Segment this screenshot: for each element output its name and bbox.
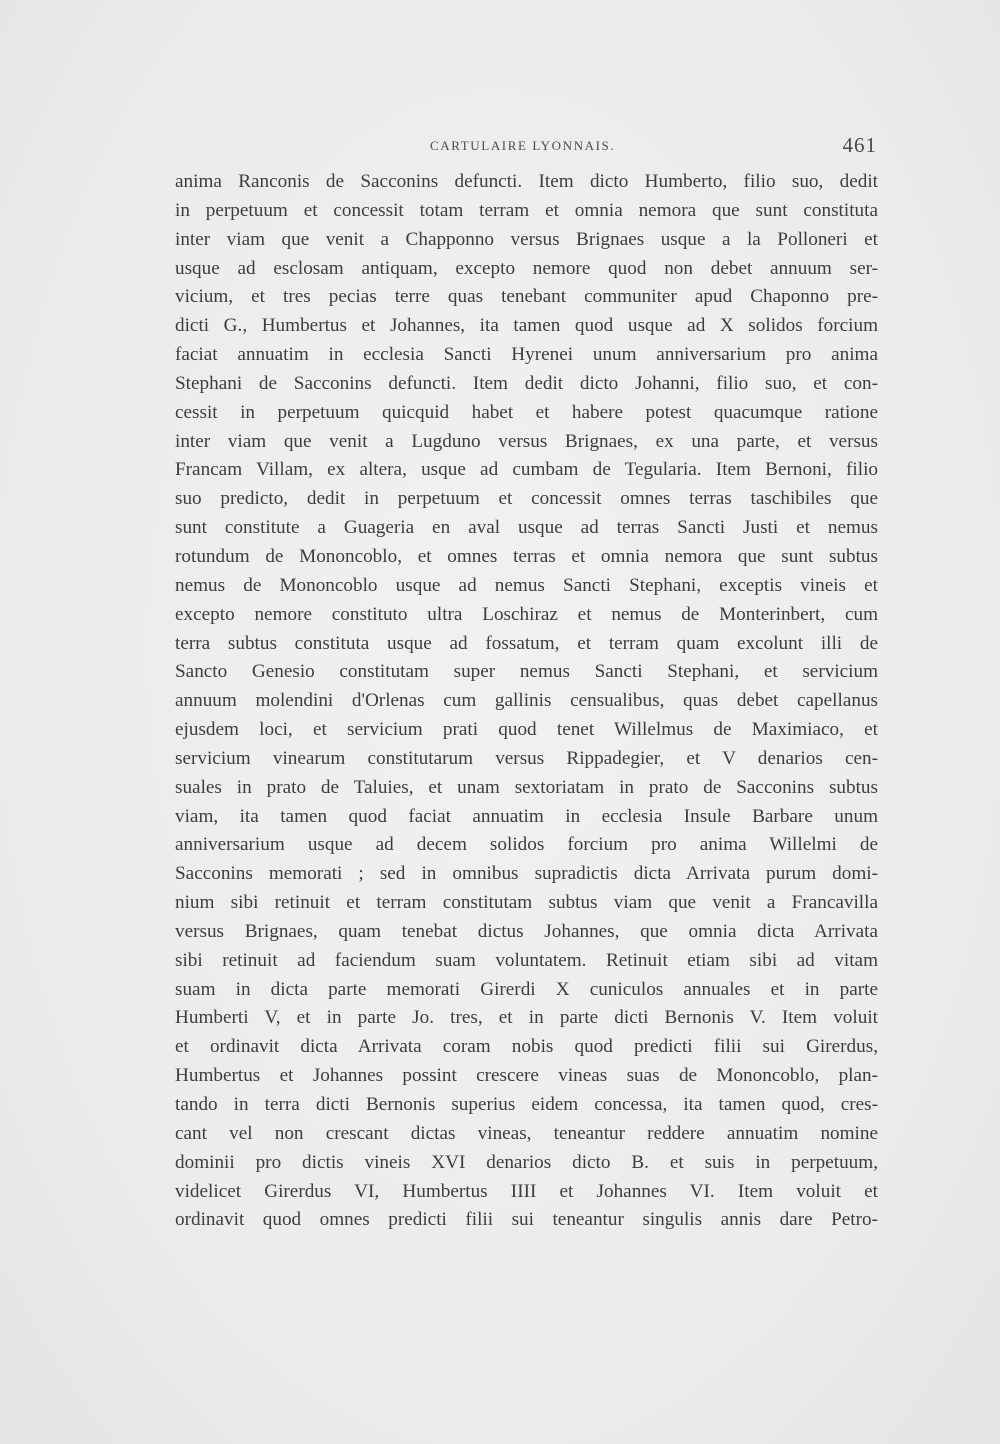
text-line: in perpetuum et concessit totam terram et omnia nemora que sunt constituta: [175, 199, 878, 221]
text-line: rotundum de Mononcoblo, et omnes terras et omnia nemora que sunt subtus: [175, 545, 878, 567]
page-number: 461: [842, 133, 877, 157]
text-line: et ordinavit dicta Arrivata coram nobis quod predicti filii sui Girerdus,: [175, 1036, 878, 1058]
running-title: CARTULAIRE LYONNAIS.: [430, 138, 616, 153]
text-line: inter viam que venit a Chapponno versus Brignaes usque a la Polloneri et: [175, 228, 878, 250]
text-line: excepto nemore constituto ultra Loschiraz et nemus de Monterinbert, cum: [175, 603, 878, 625]
text-line: Francam Villam, ex altera, usque ad cumbam de Tegularia. Item Bernoni, filio: [175, 459, 878, 481]
text-line: versus Brignaes, quam tenebat dictus Johannes, que omnia dicta Arrivata: [175, 920, 878, 942]
text-line: anima Ranconis de Sacconins defuncti. Item dicto Humberto, filio suo, dedit: [175, 171, 878, 192]
running-head: [175, 133, 880, 163]
text-line: dicti G., Humbertus et Johannes, ita tamen quod usque ad X solidos forcium: [175, 315, 878, 337]
text-line: Stephani de Sacconins defuncti. Item dedit dicto Johanni, filio suo, et con-: [175, 372, 878, 394]
text-line: viam, ita tamen quod faciat annuatim in ecclesia Insule Barbare unum: [175, 805, 878, 827]
text-line: sibi retinuit ad faciendum suam voluntatem. Retinuit etiam sibi ad vitam: [175, 949, 878, 971]
text-line: Humbertus et Johannes possint crescere vineas suas de Mononcoblo, plan-: [175, 1065, 878, 1087]
text-line: anniversarium usque ad decem solidos forcium pro anima Willelmi de: [175, 834, 878, 856]
text-line: videlicet Girerdus VI, Humbertus IIII et Johannes VI. Item voluit et: [175, 1180, 878, 1202]
text-line: Sacconins memorati ; sed in omnibus supradictis dicta Arrivata purum domi-: [175, 863, 878, 885]
body-text: [175, 168, 878, 1235]
text-line: sunt constitute a Guageria en aval usque ad terras Sancti Justi et nemus: [175, 517, 878, 539]
text-line: servicium vinearum constitutarum versus Rippadegier, et V denarios cen-: [175, 747, 878, 769]
text-line: suam in dicta parte memorati Girerdi X cuniculos annuales et in parte: [175, 978, 878, 1000]
text-line: suales in prato de Taluies, et unam sextoriatam in prato de Sacconins subtus: [175, 776, 878, 798]
text-line: ordinavit quod omnes predicti filii sui teneantur singulis annis dare Petro-: [175, 1209, 878, 1231]
text-line: inter viam que venit a Lugduno versus Brignaes, ex una parte, et versus: [175, 430, 878, 452]
text-line: terra subtus constituta usque ad fossatum, et terram quam excolunt illi de: [175, 632, 878, 654]
text-line: nium sibi retinuit et terram constitutam subtus viam que venit a Francavilla: [175, 892, 878, 914]
text-line: cessit in perpetuum quicquid habet et habere potest quacumque ratione: [175, 401, 878, 423]
text-line: vicium, et tres pecias terre quas tenebant communiter apud Chaponno pre-: [175, 286, 878, 308]
text-line: nemus de Mononcoblo usque ad nemus Sancti Stephani, exceptis vineis et: [175, 574, 878, 596]
text-line: cant vel non crescant dictas vineas, teneantur reddere annuatim nomine: [175, 1122, 878, 1144]
text-line: usque ad esclosam antiquam, excepto nemore quod non debet annuum ser-: [175, 257, 878, 279]
text-line: faciat annuatim in ecclesia Sancti Hyrenei unum anniversarium pro anima: [175, 344, 878, 366]
text-line: Sancto Genesio constitutam super nemus Sancti Stephani, et servicium: [175, 661, 878, 683]
text-line: Humberti V, et in parte Jo. tres, et in parte dicti Bernonis V. Item voluit: [175, 1007, 878, 1029]
text-line: ejusdem loci, et servicium prati quod tenet Willelmus de Maximiaco, et: [175, 719, 878, 741]
text-line: suo predicto, dedit in perpetuum et concessit omnes terras taschibiles que: [175, 488, 878, 510]
text-line: tando in terra dicti Bernonis superius eidem concessa, ita tamen quod, cres-: [175, 1094, 878, 1115]
text-line: dominii pro dictis vineis XVI denarios dicto B. et suis in perpetuum,: [175, 1151, 878, 1173]
text-line: annuum molendini d'Orlenas cum gallinis censualibus, quas debet capellanus: [175, 690, 878, 712]
